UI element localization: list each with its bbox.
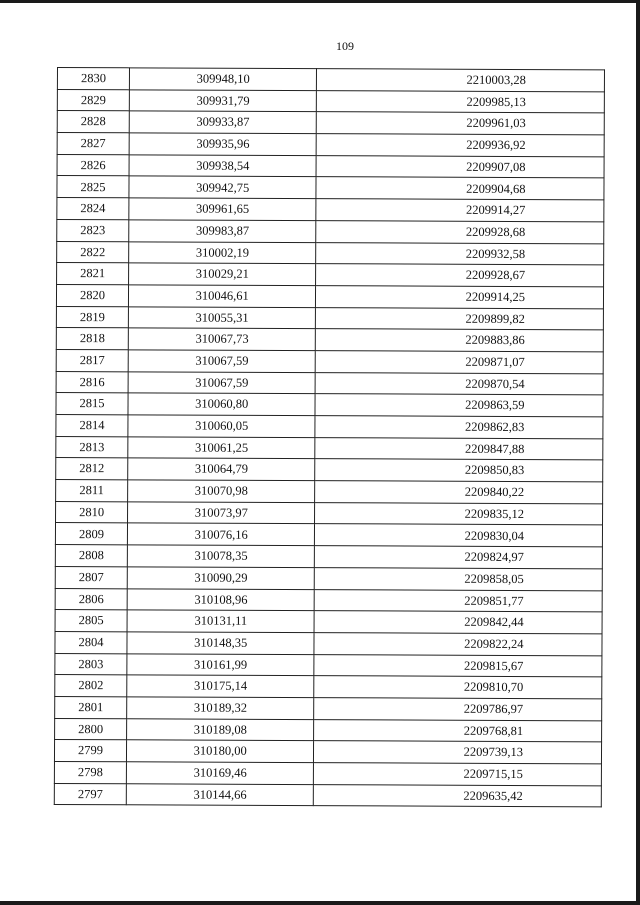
x-coordinate-cell: 310148,35 (127, 632, 314, 655)
x-coordinate-cell: 310180,00 (127, 740, 314, 763)
table-row (56, 480, 603, 504)
point-number-cell: 2814 (56, 414, 128, 436)
y-coordinate-cell: 2209822,24 (314, 633, 602, 656)
x-coordinate-cell: 310060,05 (128, 415, 315, 438)
table-row (57, 133, 604, 157)
x-coordinate-cell: 310144,66 (126, 783, 313, 806)
coordinates-table (54, 67, 605, 808)
x-coordinate-cell: 310090,29 (127, 567, 314, 590)
x-coordinate-cell: 310078,35 (127, 545, 314, 568)
y-coordinate-cell: 2209635,42 (314, 784, 602, 807)
y-coordinate-cell: 2209985,13 (317, 90, 605, 113)
table-row (57, 219, 604, 243)
y-coordinate-cell: 2209863,59 (315, 394, 603, 417)
y-coordinate-cell: 2209936,92 (317, 134, 605, 157)
x-coordinate-cell: 309942,75 (129, 176, 316, 199)
table-row (57, 241, 604, 265)
point-number-cell: 2804 (55, 631, 127, 653)
y-coordinate-cell: 2209850,83 (315, 459, 603, 482)
point-number-cell: 2822 (57, 241, 129, 263)
point-number-cell: 2811 (56, 480, 128, 502)
point-number-cell: 2823 (57, 219, 129, 241)
y-coordinate-cell: 2209871,07 (316, 351, 604, 374)
x-coordinate-cell: 310161,99 (127, 653, 314, 676)
table-row (57, 176, 604, 200)
x-coordinate-cell: 310076,16 (127, 523, 314, 546)
point-number-cell: 2802 (55, 675, 127, 697)
x-coordinate-cell: 310189,08 (127, 718, 314, 741)
table-row (55, 675, 602, 699)
table-row (56, 393, 603, 417)
x-coordinate-cell: 309935,96 (129, 133, 316, 156)
y-coordinate-cell: 2209830,04 (315, 524, 603, 547)
y-coordinate-cell: 2209928,68 (316, 220, 604, 243)
x-coordinate-cell: 310046,61 (129, 285, 316, 308)
x-coordinate-cell: 310131,11 (127, 610, 314, 633)
point-number-cell: 2809 (55, 523, 127, 545)
point-number-cell: 2800 (55, 718, 127, 740)
x-coordinate-cell: 309961,65 (129, 198, 316, 221)
x-coordinate-cell: 309983,87 (129, 220, 316, 243)
table-row (57, 154, 604, 178)
table-row (55, 523, 602, 547)
page-number: 109 (336, 39, 354, 53)
x-coordinate-cell: 310175,14 (127, 675, 314, 698)
y-coordinate-cell: 2209715,15 (314, 763, 602, 786)
y-coordinate-cell: 2209835,12 (315, 502, 603, 525)
x-coordinate-cell: 310108,96 (127, 588, 314, 611)
y-coordinate-cell: 2209768,81 (314, 719, 602, 742)
point-number-cell: 2816 (56, 371, 128, 393)
x-coordinate-cell: 310002,19 (129, 241, 316, 264)
point-number-cell: 2807 (55, 566, 127, 588)
y-coordinate-cell: 2209858,05 (315, 567, 603, 590)
y-coordinate-cell: 2209914,25 (316, 286, 604, 309)
table-row (57, 111, 604, 135)
table-row (54, 783, 601, 807)
point-number-cell: 2797 (54, 783, 126, 805)
point-number-cell: 2799 (54, 740, 126, 762)
y-coordinate-cell: 2209824,97 (315, 546, 603, 569)
point-number-cell: 2812 (56, 458, 128, 480)
point-number-cell: 2825 (57, 176, 129, 198)
y-coordinate-cell: 2209862,83 (315, 416, 603, 439)
table-row (55, 588, 602, 612)
x-coordinate-cell: 309938,54 (129, 155, 316, 178)
point-number-cell: 2826 (57, 154, 129, 176)
x-coordinate-cell: 310073,97 (128, 502, 315, 525)
point-number-cell: 2821 (57, 263, 129, 285)
point-number-cell: 2805 (55, 610, 127, 632)
point-number-cell: 2808 (55, 545, 127, 567)
x-coordinate-cell: 310064,79 (128, 458, 315, 481)
scan-border-right (636, 0, 640, 905)
scan-border-bottom (0, 901, 640, 905)
table-row (56, 436, 603, 460)
x-coordinate-cell: 309933,87 (129, 111, 316, 134)
y-coordinate-cell: 2209842,44 (314, 611, 602, 634)
y-coordinate-cell: 2209904,68 (316, 177, 604, 200)
y-coordinate-cell: 2209870,54 (315, 372, 603, 395)
x-coordinate-cell: 309948,10 (129, 68, 316, 91)
point-number-cell: 2827 (57, 133, 129, 155)
y-coordinate-cell: 2210003,28 (317, 69, 605, 92)
y-coordinate-cell: 2209851,77 (315, 589, 603, 612)
y-coordinate-cell: 2209932,58 (316, 242, 604, 265)
point-number-cell: 2810 (56, 501, 128, 523)
table-row (55, 718, 602, 742)
point-number-cell: 2824 (57, 198, 129, 220)
point-number-cell: 2830 (57, 68, 129, 90)
table-row (55, 653, 602, 677)
table-row (56, 458, 603, 482)
x-coordinate-cell: 310067,59 (128, 350, 315, 373)
scan-border-top (0, 0, 640, 3)
table-row (54, 761, 601, 785)
y-coordinate-cell: 2209847,88 (315, 437, 603, 460)
y-coordinate-cell: 2209899,82 (316, 307, 604, 330)
table-row (55, 566, 602, 590)
y-coordinate-cell: 2209883,86 (316, 329, 604, 352)
point-number-cell: 2803 (55, 653, 127, 675)
table-row (56, 328, 603, 352)
table-row (56, 414, 603, 438)
table-row (56, 306, 603, 330)
table-row (57, 263, 604, 287)
table-row (55, 610, 602, 634)
x-coordinate-cell: 310067,73 (128, 328, 315, 351)
point-number-cell: 2806 (55, 588, 127, 610)
point-number-cell: 2815 (56, 393, 128, 415)
coordinates-table-body (54, 68, 604, 808)
x-coordinate-cell: 310055,31 (128, 306, 315, 329)
table-row (56, 371, 603, 395)
table-row (56, 501, 603, 525)
x-coordinate-cell: 309931,79 (129, 90, 316, 113)
point-number-cell: 2798 (54, 761, 126, 783)
point-number-cell: 2818 (56, 328, 128, 350)
x-coordinate-cell: 310060,80 (128, 393, 315, 416)
x-coordinate-cell: 310169,46 (126, 762, 313, 785)
y-coordinate-cell: 2209815,67 (314, 654, 602, 677)
point-number-cell: 2820 (56, 284, 128, 306)
y-coordinate-cell: 2209840,22 (315, 481, 603, 504)
y-coordinate-cell: 2209928,67 (316, 264, 604, 287)
table-row (57, 68, 604, 92)
y-coordinate-cell: 2209739,13 (314, 741, 602, 764)
table-row (57, 89, 604, 113)
point-number-cell: 2817 (56, 349, 128, 371)
y-coordinate-cell: 2209914,27 (316, 199, 604, 222)
x-coordinate-cell: 310189,32 (127, 697, 314, 720)
point-number-cell: 2819 (56, 306, 128, 328)
y-coordinate-cell: 2209786,97 (314, 698, 602, 721)
table-row (54, 740, 601, 764)
table-row (55, 545, 602, 569)
y-coordinate-cell: 2209810,70 (314, 676, 602, 699)
point-number-cell: 2828 (57, 111, 129, 133)
table-row (55, 631, 602, 655)
table-row (57, 198, 604, 222)
point-number-cell: 2813 (56, 436, 128, 458)
x-coordinate-cell: 310061,25 (128, 437, 315, 460)
table-row (56, 349, 603, 373)
table-row (56, 284, 603, 308)
x-coordinate-cell: 310067,59 (128, 371, 315, 394)
x-coordinate-cell: 310029,21 (129, 263, 316, 286)
table-row (55, 696, 602, 720)
point-number-cell: 2829 (57, 89, 129, 111)
y-coordinate-cell: 2209907,08 (316, 155, 604, 178)
x-coordinate-cell: 310070,98 (128, 480, 315, 503)
y-coordinate-cell: 2209961,03 (317, 112, 605, 135)
point-number-cell: 2801 (55, 696, 127, 718)
